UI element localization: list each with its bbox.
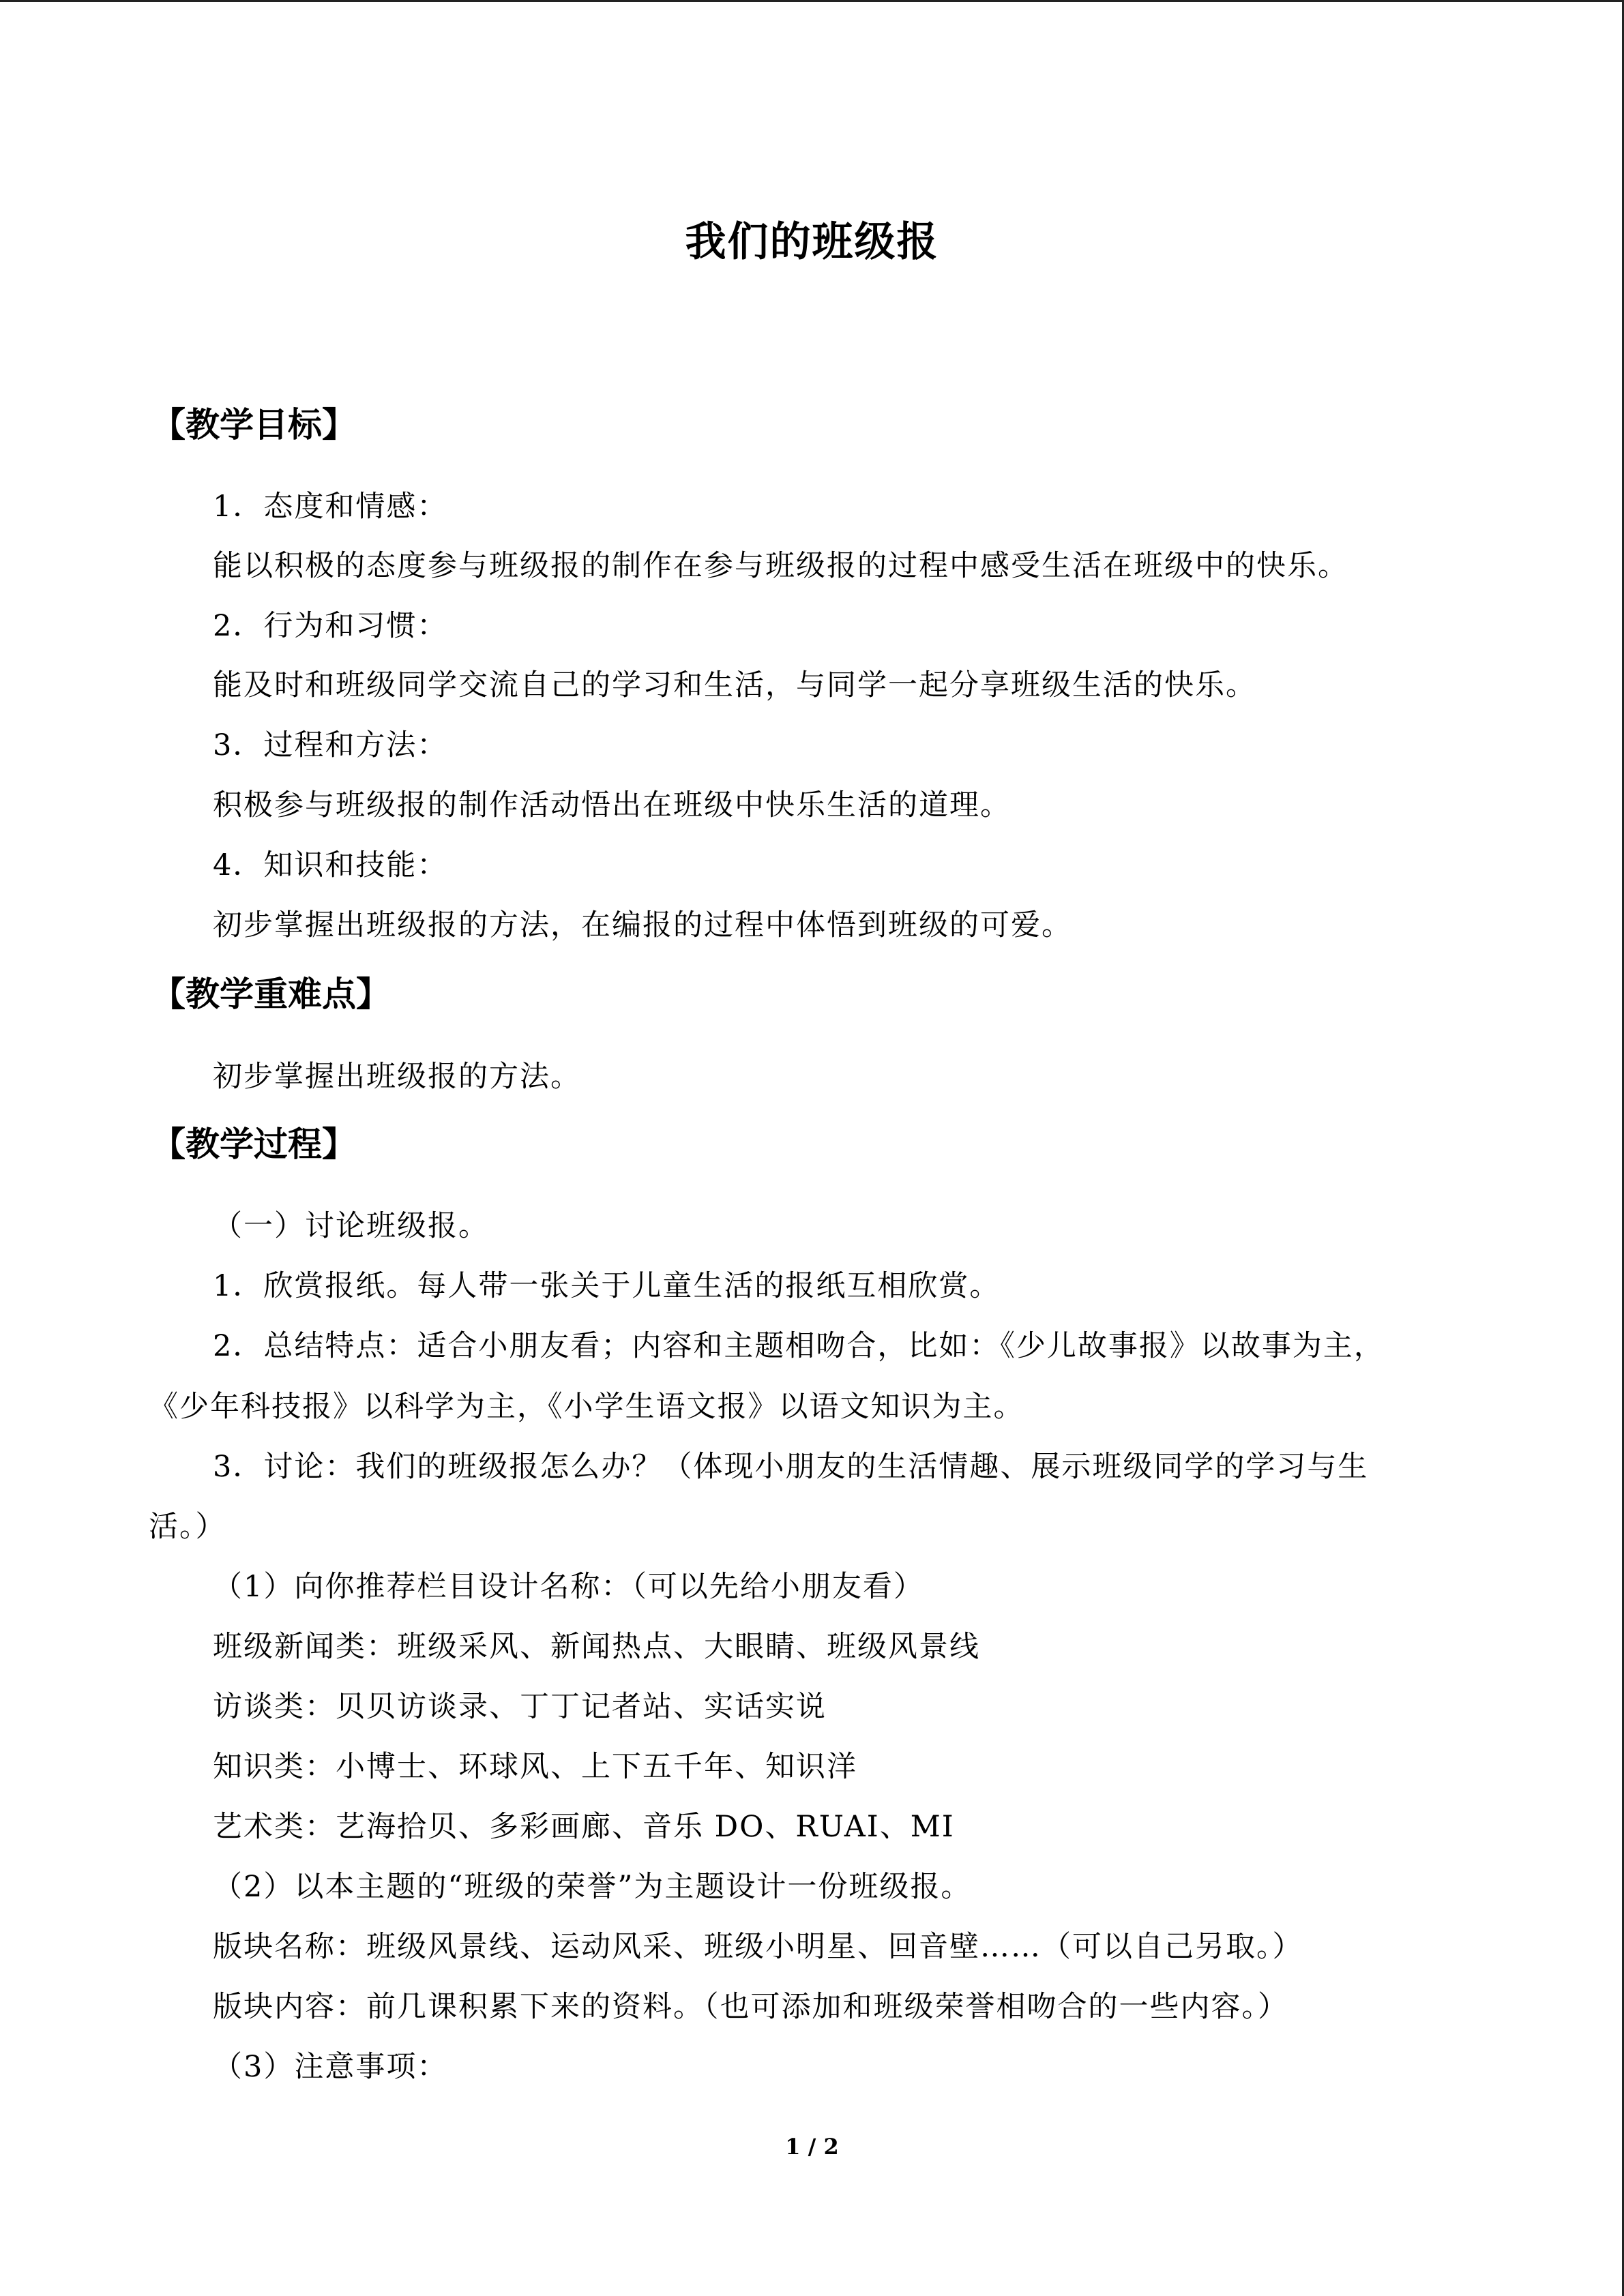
heading-process: 【教学过程】 — [151, 1124, 356, 1164]
key-point-text: 初步掌握出班级报的方法。 — [213, 1060, 581, 1094]
process-line: 知识类：小博士、环球风、上下五千年、知识洋 — [213, 1750, 857, 1784]
process-line: 版块名称：班级风景线、运动风采、班级小明星、回音壁……（可以自己另取。） — [213, 1930, 1303, 1964]
document-title: 我们的班级报 — [685, 218, 939, 266]
objective-item-2-label: 2．行为和习惯： — [213, 609, 448, 643]
process-line: （1）向你推荐栏目设计名称：（可以先给小朋友看） — [213, 1570, 924, 1604]
objective-item-1-label: 1．态度和情感： — [213, 490, 448, 524]
objective-item-1-text: 能以积极的态度参与班级报的制作在参与班级报的过程中感受生活在班级中的快乐。 — [213, 549, 1348, 583]
process-line: 《少年科技报》以科学为主，《小学生语文报》以语文知识为主。 — [149, 1390, 1024, 1424]
process-line: （3）注意事项： — [213, 2050, 448, 2084]
process-line: 活。） — [149, 1510, 226, 1544]
heading-objectives: 【教学目标】 — [151, 405, 356, 445]
process-line: 艺术类：艺海拾贝、多彩画廊、音乐 DO、RUAI、MI — [213, 1810, 955, 1844]
objective-item-3-label: 3．过程和方法： — [213, 728, 448, 762]
process-line: 3．讨论：我们的班级报怎么办？（体现小朋友的生活情趣、展示班级同学的学习与生 — [213, 1450, 1369, 1484]
objective-item-3-text: 积极参与班级报的制作活动悟出在班级中快乐生活的道理。 — [213, 788, 1011, 822]
process-line: 1．欣赏报纸。每人带一张关于儿童生活的报纸互相欣赏。 — [213, 1269, 1001, 1303]
objective-item-4-label: 4．知识和技能： — [213, 848, 448, 882]
process-line: （一）讨论班级报。 — [213, 1209, 489, 1243]
heading-key-points: 【教学重难点】 — [151, 974, 390, 1014]
process-line: 访谈类：贝贝访谈录、丁丁记者站、实话实说 — [213, 1690, 827, 1724]
page-top-border — [0, 0, 1624, 2]
process-line: 2．总结特点：适合小朋友看；内容和主题相吻合，比如：《少儿故事报》以故事为主， — [213, 1329, 1385, 1363]
objective-item-2-text: 能及时和班级同学交流自己的学习和生活，与同学一起分享班级生活的快乐。 — [213, 668, 1256, 702]
page-number: 1 / 2 — [785, 2134, 839, 2160]
objective-item-4-text: 初步掌握出班级报的方法，在编报的过程中体悟到班级的可爱。 — [213, 908, 1072, 942]
process-line: 班级新闻类：班级采风、新闻热点、大眼睛、班级风景线 — [213, 1630, 980, 1664]
process-line: 版块内容：前几课积累下来的资料。（也可添加和班级荣誉相吻合的一些内容。） — [213, 1990, 1288, 2024]
process-line: （2）以本主题的“班级的荣誉”为主题设计一份班级报。 — [213, 1870, 972, 1904]
